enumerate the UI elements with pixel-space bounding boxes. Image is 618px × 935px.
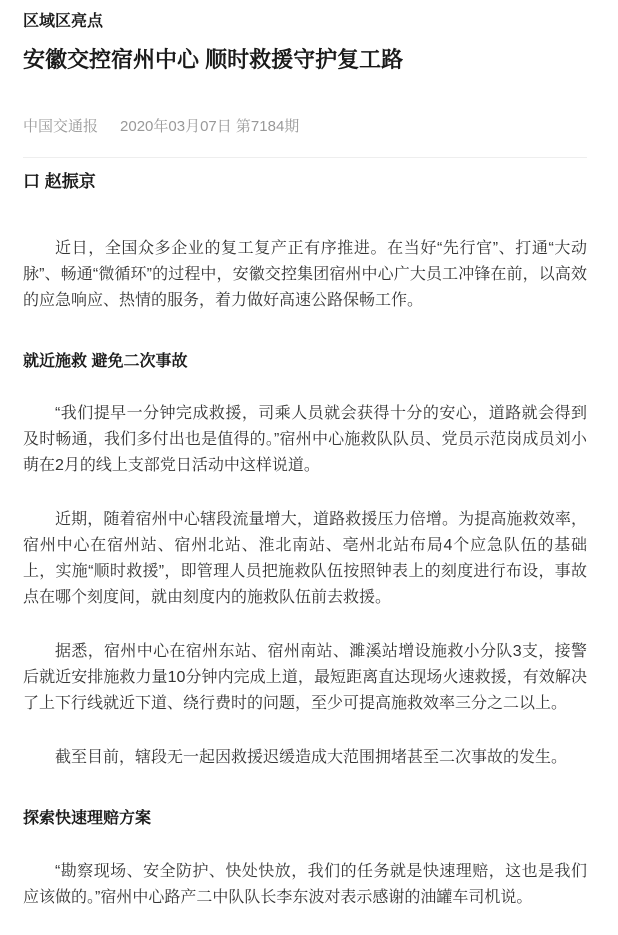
article-paragraph: “我们提早一分钟完成救援，司乘人员就会获得十分的安心，道路就会得到及时畅通，我们多付出也是值得的。”宿州中心施救队队员、党员示范岗成员刘小萌在2月的线上支部党日活动中这样说道。 bbox=[23, 405, 587, 475]
article-eyebrow: 区域区亮点 bbox=[23, 13, 104, 30]
byline-issue: 2020年03月07日 第7184期 bbox=[120, 117, 300, 135]
byline-source: 中国交通报 bbox=[23, 117, 99, 135]
article-title: 安徽交控宿州中心 顺时救援守护复工路 bbox=[23, 47, 404, 73]
section-heading: 探索快速理赔方案 bbox=[23, 810, 152, 828]
article-paragraph: 近日，全国众多企业的复工复产正有序推进。在当好“先行官”、打通“大动脉”、畅通“微循环”的过程中，安徽交控集团宿州中心广大员工冲锋在前，以高效的应急响应、热情的服务，着力做好高速公路保畅工作。 bbox=[23, 240, 587, 310]
article-paragraph: 据悉，宿州中心在宿州东站、宿州南站、濉溪站增设施救小分队3支，接警后就近安排施救力量10分钟内完成上道，最短距离直达现场火速救援，有效解决了上下行线就近下道、绕行费时的问题，至少可提高施救效率三分之二以上。 bbox=[23, 643, 587, 713]
article-body bbox=[23, 236, 587, 910]
byline bbox=[23, 115, 587, 158]
article-paragraph: 近期，随着宿州中心辖段流量增大，道路救援压力倍增。为提高施救效率，宿州中心在宿州站、宿州北站、淮北南站、亳州北站布局4个应急队伍的基础上，实施“顺时救援”，即管理人员把施救队伍按照钟表上的刻度进行布设，事故点在哪个刻度间，就由刻度内的施救队伍前去救援。 bbox=[23, 511, 587, 607]
author-line: 口 赵振京 bbox=[23, 171, 96, 191]
section-heading: 就近施救 避免二次事故 bbox=[23, 353, 188, 371]
article-paragraph: “勘察现场、安全防护、快处快放，我们的任务就是快速理赔，这也是我们应该做的。”宿州中心路产二中队队长李东波对表示感谢的油罐车司机说。 bbox=[23, 862, 587, 906]
article-paragraph: 截至目前，辖段无一起因救援迟缓造成大范围拥堵甚至二次事故的发生。 bbox=[55, 749, 568, 767]
